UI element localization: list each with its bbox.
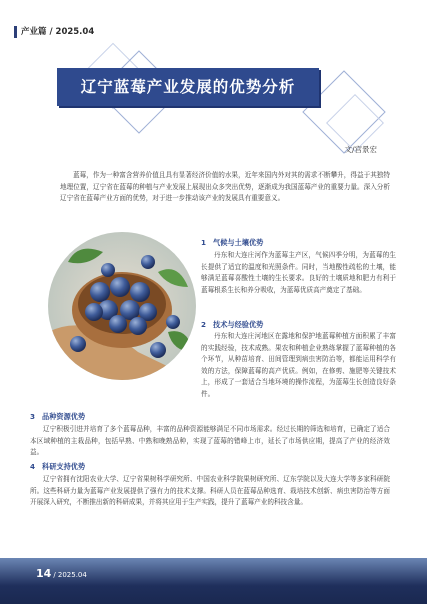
footer-issue: / 2025.04 [53, 571, 87, 579]
author-byline: 文/宫景宏 [344, 145, 377, 154]
page-number: 14 [36, 567, 52, 580]
section-number: 4 [30, 462, 36, 471]
intro-paragraph: 蓝莓，作为一种富含营养价值且具有显著经济价值的水果，近年来国内外对其的需求不断攀升，得益于其独特地理位置，辽宁省在蓝莓的种植与产业发展上展现出众多突出优势，逐渐成为我国蓝莓产业的重要力量。深入分析辽宁省在蓝莓产业方面的优势，对于进一步推动该产业的发展具有重要意义。 [60, 171, 390, 203]
section-number: 3 [30, 412, 36, 421]
footer-bar [0, 558, 427, 604]
section-title: 科研支持优势 [42, 462, 86, 471]
section-number: 2 [201, 320, 207, 329]
section-title: 品种资源优势 [42, 412, 86, 421]
section-3-text: 辽宁积极引进并培育了多个蓝莓品种，丰富的品种资源能够满足不同市场需求。经过长期的筛选和培育，已确定了适合本区域种植的主栽品种，包括早熟、中熟和晚熟品种，实现了蓝莓的错峰上市，延长了市场供应期，提高了产业的经济效益。 [30, 425, 390, 457]
section-title: 技术与经验优势 [213, 320, 264, 329]
section-1-text: 丹东和大连庄河作为蓝莓主产区，气候四季分明，为蓝莓的生长提供了适宜的温度和光照条件。同时，当地酸性疏松的土壤，能够满足蓝莓喜酸性土壤的生长要求。良好的土壤质地和肥力有利于蓝莓根系生长和养分吸收，为蓝莓优质高产奠定了基础。 [201, 251, 396, 294]
footer-page-info [36, 569, 87, 580]
section-3-heading [30, 412, 85, 422]
header-label: 产业篇 / 2025.04 [21, 27, 95, 37]
section-number: 1 [201, 238, 207, 247]
page-title: 辽宁蓝莓产业发展的优势分析 [80, 78, 296, 96]
section-2-heading [201, 320, 263, 330]
section-title: 气候与土壤优势 [213, 238, 264, 247]
section-1-heading [201, 238, 263, 248]
section-4-text: 辽宁省拥有沈阳农业大学、辽宁省果树科学研究所、中国农业科学院果树研究所、辽东学院以及大连大学等多家科研院所。这些科研力量为蓝莓产业发展提供了强有力的技术支撑。科研人员在蓝莓品种选育、栽培技术创新、病虫害防治等方面开展深入研究，不断推出新的科研成果，并将其应用于生产实践，提升了蓝莓产业的科技含量。 [30, 475, 390, 507]
header-bar [14, 26, 17, 38]
section-4-heading [30, 462, 85, 472]
blueberry-photo [48, 232, 196, 380]
section-2-text: 丹东和大连庄河地区在露地和保护地蓝莓种植方面积累了丰富的实践经验，技术成熟。果农和种植企业熟练掌握了蓝莓种植的各个环节，从种苗培育、田间管理到病虫害防治等，都能运用科学有效的方法，保障蓝莓的高产优质。例如，在修剪、施肥等关键技术上，形成了一套适合当地环境的操作流程，为蓝莓生长创造良好条件。 [201, 332, 396, 398]
